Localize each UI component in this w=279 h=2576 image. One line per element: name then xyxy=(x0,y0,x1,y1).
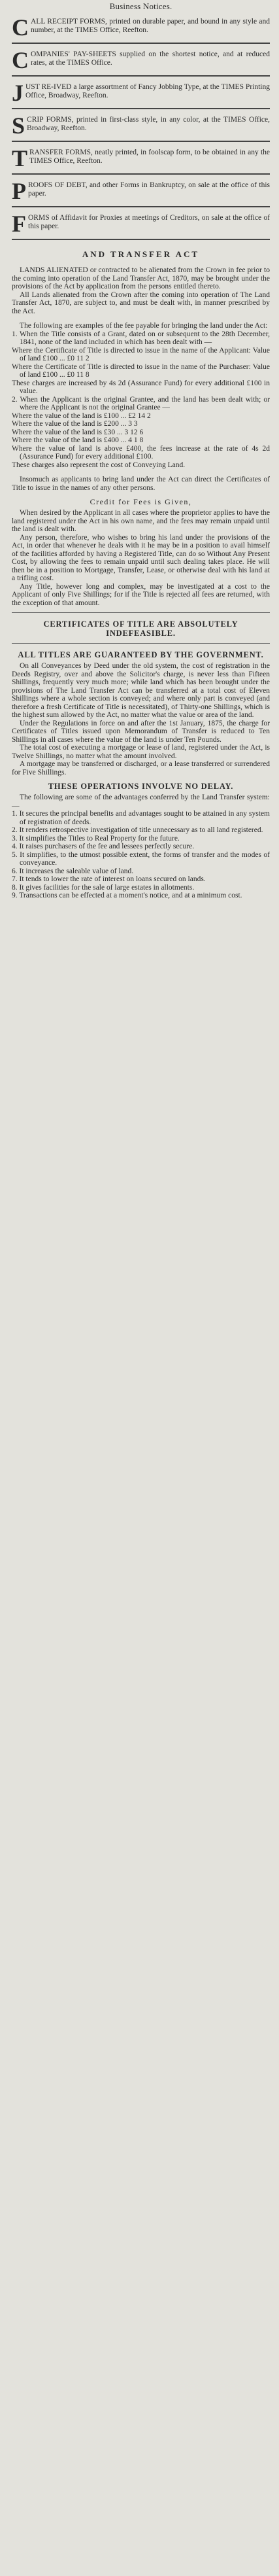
divider xyxy=(12,612,270,613)
business-notice xyxy=(12,14,270,41)
advantage-item: 4. It raises purchasers of the fee and lessees perfectly secure. xyxy=(12,843,195,850)
advantages-list xyxy=(12,810,270,900)
lease-cost-para: The total cost of executing a mortgage or lease of land, registered under the Act, is Twelve Shillings, no matter what the amount involved. xyxy=(12,744,270,760)
fee-example: These charges are increased by 4s 2d (Assurance Fund) for every additional £100 in value. xyxy=(12,379,270,395)
column xyxy=(12,0,270,904)
fee-example: Where the Certificate of Title is directed to issue in the name of the Applicant: Value of land £100 ... £0 11 2 xyxy=(12,346,270,362)
advantage-item: 7. It tends to lower the rate of interest on loans secured on lands. xyxy=(12,875,206,883)
fee-example: 1. When the Title consists of a Grant, dated on or subsequent to the 28th December, 1841, none of the land included in which has been dealt with — xyxy=(12,330,270,346)
notice-text: RANSFER FORMS, neatly printed, in foolscap form, to be obtained in any the TIMES Office, Reefton. xyxy=(29,148,270,165)
guaranteed-text: On all Conveyances by Deed under the old system, the cost of registration in the Deeds Registry, over and above the Solicitor's charge, is never less than Fifteen Shillings, frequently very much more; while land which has been brought under the provisions of The Land Transfer Act can be transferred at a total cost of Eleven Shillings where a whole section is conveyed; and where only part is conveyed (and therefore a fresh Certificate of Title is necessitated), of Thirty-one Shillings, which is the highest sum allowed by the Act, no matter what the value or area of the land. xyxy=(12,662,270,719)
land-alienated-para: LANDS ALIENATED or contracted to be alienated from the Crown in fee prior to the coming into operation of the Land Transfer Act, 1870, may be brought under the provisions of the Act by application from the persons entitled thereto. xyxy=(12,266,270,290)
business-notice xyxy=(12,178,270,204)
notice-dropcap: F xyxy=(12,211,26,237)
section-divider xyxy=(12,239,270,240)
land-transfer-title: AND TRANSFER ACT xyxy=(82,249,200,259)
insurance-para: Insomuch as applicants to bring land under the Act can direct the Certificates of Title to issue in the names of any other persons. xyxy=(12,476,270,492)
fee-example: Where the Certificate of Title is directed to issue in the name of the Purchaser: Value of land £100 ... £0 11 8 xyxy=(12,362,270,379)
notice-divider xyxy=(12,75,270,77)
notice-text: ALL RECEIPT FORMS, printed on durable paper, and bound in any style and number, at the TIMES Office, Reefton. xyxy=(31,18,270,34)
business-notice xyxy=(12,211,270,237)
credit-title: Credit for Fees is Given, xyxy=(90,497,192,506)
page-header: Business Notices. xyxy=(109,1,172,11)
credit-text: When desired by the Applicant in all cases where the proprietor applies to have the land registered under the Act in his own name, and the fees may remain unpaid until the land is dealt with. xyxy=(12,509,270,533)
notice-dropcap: T xyxy=(12,145,28,171)
fee-example: Where the value of the land is £200 ... 3 3 xyxy=(12,420,138,428)
certificates-title: CERTIFICATES OF TITLE ARE ABSOLUTELY INDEFEASIBLE. xyxy=(43,619,238,638)
fee-example: 2. When the Applicant is the original Grantee, and the land has been dealt with; or where the Applicant is not the original Grantee — xyxy=(12,395,270,411)
notice-dropcap: P xyxy=(12,178,26,204)
fee-example: Where the value of the land is £30 ... 3 12 6 xyxy=(12,428,144,436)
notice-dropcap: C xyxy=(12,14,29,41)
regulations-para: Under the Regulations in force on and after the 1st January, 1875, the charge for Certificates of Titles issued upon Memorandum of Transfer is reduced to Ten Shillings in all cases where the value of the land is under Ten Pounds. xyxy=(12,719,270,744)
notice-text: ROOFS OF DEBT, and other Forms in Bankruptcy, on sale at the office of this paper. xyxy=(28,181,270,198)
notice-divider xyxy=(12,108,270,109)
business-notice xyxy=(12,47,270,73)
business-notice xyxy=(12,80,270,106)
business-notice xyxy=(12,145,270,171)
notice-divider xyxy=(12,43,270,44)
notice-dropcap: C xyxy=(12,47,29,73)
fee-example: Where the value of the land is £400 ... 4 1 8 xyxy=(12,436,144,444)
fee-example: These charges also represent the cost of Conveying Land. xyxy=(12,461,186,469)
examples-list xyxy=(12,330,270,470)
notice-text: UST RE-IVED a large assortment of Fancy Jobbing Type, at the TIMES Printing Office, Broadway, Reefton. xyxy=(25,83,270,99)
advantage-item: 2. It renders retrospective investigation of title unnecessary as to all land registered. xyxy=(12,826,263,834)
land-crown-para: All Lands alienated from the Crown after the coming into operation of The Land Transfer Act, 1870, are subject to, and must be dealt with, in manner prescribed by the Act. xyxy=(12,290,270,315)
any-title-para: Any Title, however long and complex, may be investigated at a cost to the Applicant of only Five Shillings; for if the Title is rejected all fees are returned, with the exception of that amount. xyxy=(12,582,270,607)
advantages-intro: The following are some of the advantages conferred by the Land Transfer system:— xyxy=(12,793,270,810)
advantage-item: 8. It gives facilities for the sale of large estates in allotments. xyxy=(12,883,195,892)
examples-intro: The following are examples of the fee payable for bringing the land under the Act: xyxy=(20,322,268,330)
advantage-item: 1. It secures the principal benefits and advantages sought to be attained in any system of registration of deeds. xyxy=(12,810,270,826)
advantage-item: 6. It increases the saleable value of land. xyxy=(12,867,134,875)
advantage-item: 5. It simplifies, to the utmost possible extent, the forms of transfer and the modes of conveyance. xyxy=(12,850,270,867)
advantage-item: 3. It simplifies the Titles to Real Property for the future. xyxy=(12,834,180,843)
any-person-para: Any person, therefore, who wishes to bring his land under the provisions of the Act, in order that whenever he deals with it he may be in a position to avail himself of the facilities afforded by having a Registered Title, can do so Without Any Present Cost, by allowing the fees to remain unpaid until such dealing takes place. He will then be in a position to Mortgage, Transfer, Lease, or otherwise deal with his land at a trifling cost. xyxy=(12,533,270,582)
notice-dropcap: S xyxy=(12,113,25,139)
notices-list xyxy=(12,14,270,237)
operations-title: THESE OPERATIONS INVOLVE NO DELAY. xyxy=(48,782,234,791)
notice-text: ORMS of Affidavit for Proxies at meetings of Creditors, on sale at the office of this paper. xyxy=(28,214,270,230)
fee-example: Where the value of the land is £100 ... £2 14 2 xyxy=(12,411,151,420)
notice-divider xyxy=(12,141,270,142)
divider xyxy=(12,643,270,644)
fee-example: Where the value of land is above £400, the fees increase at the rate of 4s 2d (Assurance Fund) for every additional £100. xyxy=(12,444,270,461)
business-notice xyxy=(12,113,270,139)
mortgage-para: A mortgage may be transferred or discharged, or a lease transferred or surrendered for Five Shillings. xyxy=(12,760,270,776)
notice-text: OMPANIES' PAY-SHEETS supplied on the shortest notice, and at reduced rates, at the TIMES Office. xyxy=(31,50,270,67)
notice-text: CRIP FORMS, printed in first-class style, in any color, at the TIMES Office, Broadway, Reefton. xyxy=(27,116,270,132)
guaranteed-title: ALL TITLES ARE GUARANTEED BY THE GOVERNMENT. xyxy=(18,650,264,659)
notice-divider xyxy=(12,173,270,175)
advantage-item: 9. Transactions can be effected at a moment's notice, and at a minimum cost. xyxy=(12,892,242,899)
notice-divider xyxy=(12,206,270,207)
notice-dropcap: J xyxy=(12,80,24,106)
